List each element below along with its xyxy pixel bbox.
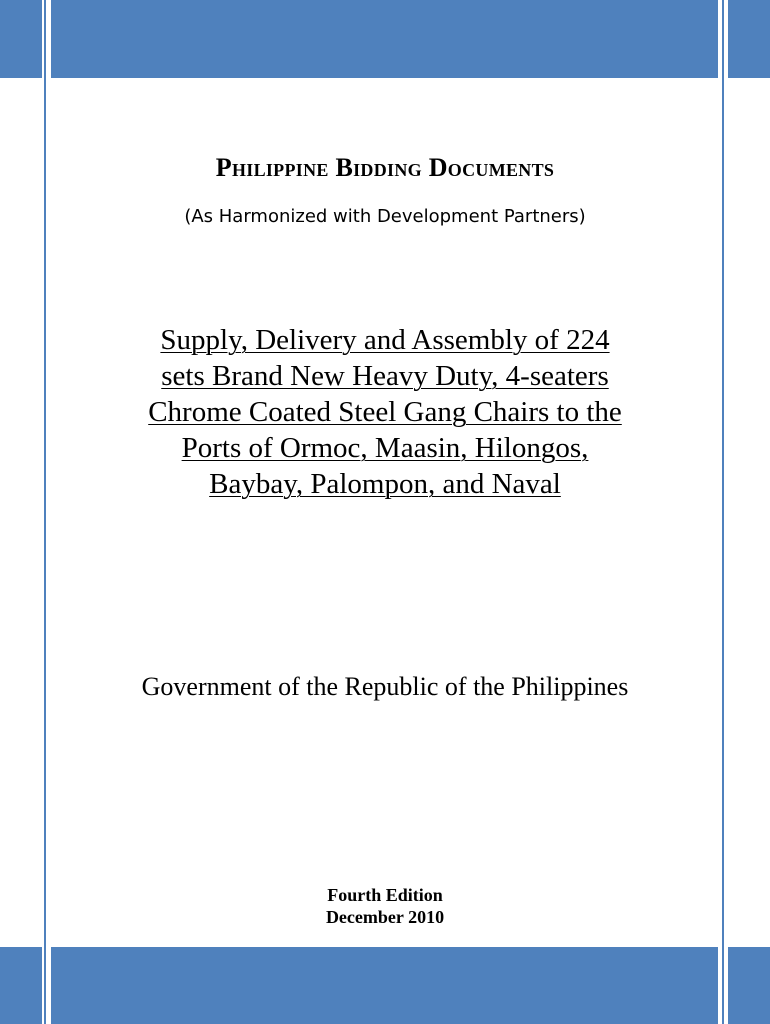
document-subtitle: (As Harmonized with Development Partners) bbox=[184, 206, 586, 227]
government-name: Government of the Republic of the Philippines bbox=[141, 672, 629, 701]
top-band bbox=[51, 0, 718, 78]
project-title-line: Ports of Ormoc, Maasin, Hilongos, bbox=[181, 432, 589, 464]
top-band-left bbox=[0, 0, 42, 78]
top-band-right bbox=[728, 0, 770, 78]
edition-date: December 2010 bbox=[325, 907, 445, 927]
bottom-band-right bbox=[728, 947, 770, 1024]
project-title-line: Baybay, Palompon, and Naval bbox=[209, 468, 561, 500]
project-title-line: Chrome Coated Steel Gang Chairs to the bbox=[148, 396, 622, 428]
project-title bbox=[90, 322, 680, 502]
bottom-band bbox=[51, 947, 718, 1024]
edition-block bbox=[0, 884, 770, 928]
bottom-band-left bbox=[0, 947, 42, 1024]
project-title-line: Supply, Delivery and Assembly of 224 bbox=[160, 324, 610, 356]
edition-label: Fourth Edition bbox=[327, 885, 443, 905]
document-title: Philippine Bidding Documents bbox=[215, 153, 555, 182]
project-title-line: sets Brand New Heavy Duty, 4-seaters bbox=[161, 360, 609, 392]
